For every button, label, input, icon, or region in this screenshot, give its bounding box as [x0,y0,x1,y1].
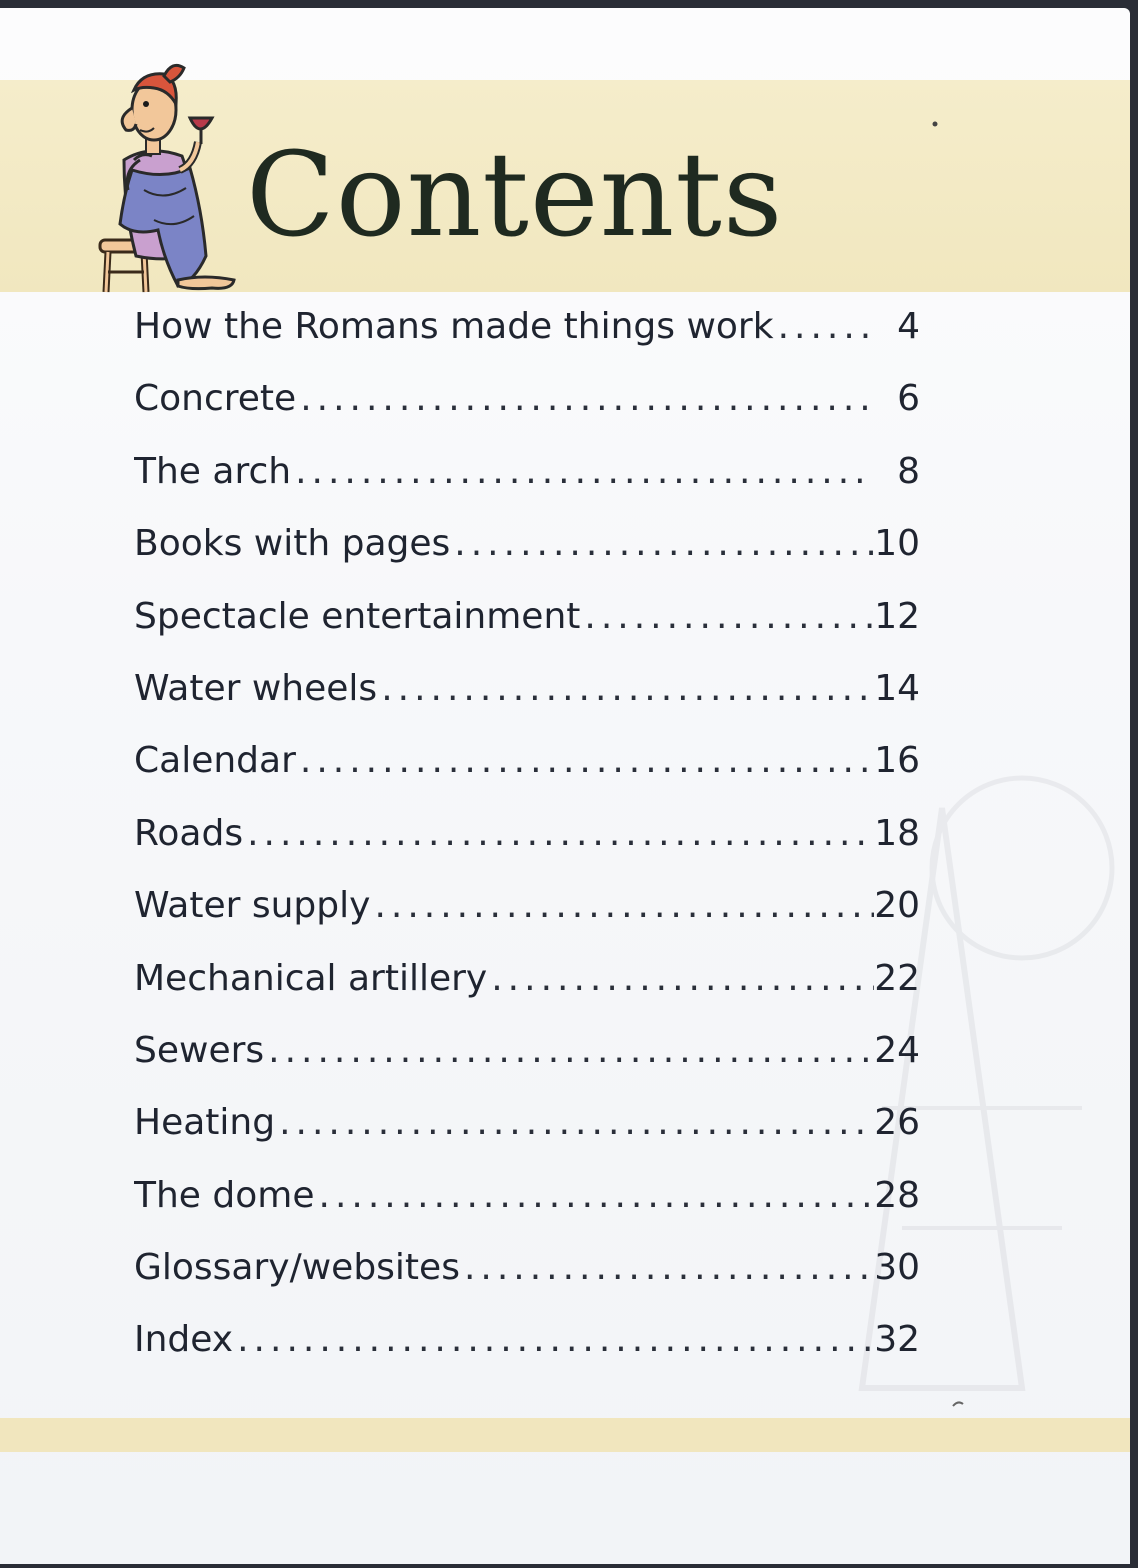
toc-leader-dots [487,958,874,999]
toc-page-number: 24 [874,1029,920,1071]
toc-entry-label: The arch [134,450,292,492]
toc-page-number: 16 [874,740,920,782]
toc-entry [134,668,920,740]
toc-entry-label: Mechanical artillery [134,957,488,999]
toc-entry-label: Glossary/websites [134,1247,460,1289]
toc-leader-dots [774,306,874,347]
toc-page-number: 14 [874,667,920,709]
roman-figure-icon [94,60,244,294]
toc-leader-dots [315,1175,875,1216]
toc-page-number: 30 [874,1247,920,1289]
toc-entry-label: Roads [134,812,244,854]
toc-page-number: 8 [897,450,920,492]
toc-leader-dots [450,523,874,564]
book-page [0,8,1130,1564]
page-title: Contents [246,128,784,263]
toc-page-number: 28 [874,1174,920,1216]
toc-page-number: 26 [874,1102,920,1144]
toc-page-number: 10 [874,523,920,565]
toc-entry-label: The dome [134,1174,315,1216]
toc-entry [134,958,920,1030]
toc-entry [134,596,920,668]
toc-entry [134,740,920,812]
toc-entry-label: Index [134,1319,234,1361]
toc-entry-label: Sewers [134,1029,265,1071]
toc-page-number: 18 [874,812,920,854]
toc-entry [134,813,920,885]
toc-entry [134,306,920,378]
toc-leader-dots [377,668,874,709]
ink-speck-icon [930,120,940,128]
toc-entry [134,1102,920,1174]
toc-page-number: 32 [874,1319,920,1361]
toc-entry [134,1030,920,1102]
toc-leader-dots [275,1102,874,1143]
toc-entry [134,885,920,957]
toc-page-number: 20 [874,885,920,927]
toc-entry-label: Water wheels [134,667,378,709]
footer-band [0,1418,1130,1452]
toc-entry [134,1175,920,1247]
toc-entry [134,523,920,595]
toc-leader-dots [370,885,874,926]
toc-entry [134,1247,920,1319]
toc-entry-label: Books with pages [134,523,451,565]
toc-leader-dots [233,1319,874,1360]
toc-entry-label: Calendar [134,740,296,782]
toc-entry-label: Concrete [134,378,297,420]
toc-leader-dots [296,378,874,419]
toc-entry-label: How the Romans made things work [134,306,774,347]
toc-entry-label: Spectacle entertainment [134,595,581,637]
toc-page-number: 22 [874,957,920,999]
toc-leader-dots [291,451,874,492]
toc-leader-dots [460,1247,874,1288]
toc-entry [134,1319,920,1391]
toc-page-number: 6 [897,378,920,420]
toc-page-number: 4 [897,306,920,347]
toc-entry [134,451,920,523]
toc-entry-label: Heating [134,1102,276,1144]
toc-leader-dots [264,1030,874,1071]
table-of-contents [134,306,920,1392]
toc-leader-dots [243,813,874,854]
ink-speck-icon [952,1400,964,1408]
toc-leader-dots [296,740,874,781]
toc-entry [134,378,920,450]
toc-page-number: 12 [874,595,920,637]
toc-entry-label: Water supply [134,885,371,927]
toc-leader-dots [580,596,874,637]
